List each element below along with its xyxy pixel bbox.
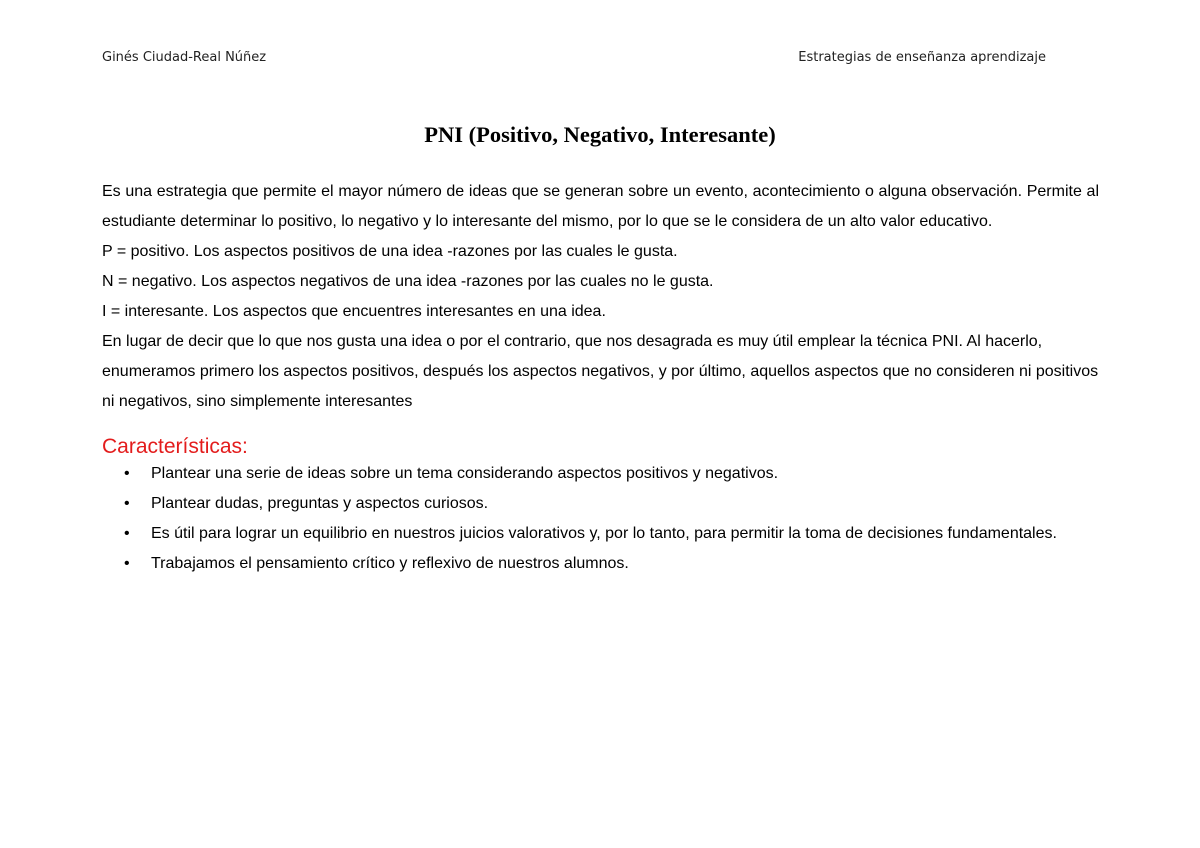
intro-paragraph: Es una estrategia que permite el mayor número de ideas que se generan sobre un evento, acontecimiento o alguna observación. Permite al estudiante determinar lo positivo, lo negativo y lo interesante del mismo, por lo que se le considera de un alto valor educativo. bbox=[102, 183, 1099, 230]
bullet-icon: • bbox=[124, 525, 130, 542]
characteristics-list bbox=[102, 459, 1099, 579]
list-item-text: Plantear una serie de ideas sobre un tema considerando aspectos positivos y negativos. bbox=[151, 465, 779, 482]
header-course: Estrategias de enseñanza aprendizaje bbox=[798, 50, 1046, 65]
characteristics-heading: Características: bbox=[102, 435, 248, 458]
bullet-icon: • bbox=[124, 555, 130, 572]
conclusion-paragraph: En lugar de decir que lo que nos gusta una idea o por el contrario, que nos desagrada es muy útil emplear la técnica PNI. Al hacerlo, enumeramos primero los aspectos positivos, después los aspectos negativos, y por último, aquellos aspectos que no consideren ni positivos ni negativos, sino simplemente interesantes bbox=[102, 333, 1099, 410]
page-header bbox=[102, 50, 1046, 65]
list-item-text: Trabajamos el pensamiento crítico y reflexivo de nuestros alumnos. bbox=[151, 555, 629, 572]
list-item bbox=[102, 549, 1099, 579]
definition-positive: P = positivo. Los aspectos positivos de una idea -razones por las cuales le gusta. bbox=[102, 243, 678, 260]
definition-interesting: I = interesante. Los aspectos que encuentres interesantes en una idea. bbox=[102, 303, 606, 320]
list-item bbox=[102, 519, 1099, 549]
bullet-icon: • bbox=[124, 465, 130, 482]
bullet-icon: • bbox=[124, 495, 130, 512]
list-item-text: Es útil para lograr un equilibrio en nuestros juicios valorativos y, por lo tanto, para permitir la toma de decisiones fundamentales. bbox=[151, 525, 1057, 542]
list-item bbox=[102, 459, 1099, 489]
definition-negative: N = negativo. Los aspectos negativos de una idea -razones por las cuales no le gusta. bbox=[102, 273, 714, 290]
list-item-text: Plantear dudas, preguntas y aspectos curiosos. bbox=[151, 495, 489, 512]
header-author: Ginés Ciudad-Real Núñez bbox=[102, 50, 267, 65]
document-body bbox=[102, 177, 1099, 579]
list-item bbox=[102, 489, 1099, 519]
document-title: PNI (Positivo, Negativo, Interesante) bbox=[424, 122, 776, 147]
